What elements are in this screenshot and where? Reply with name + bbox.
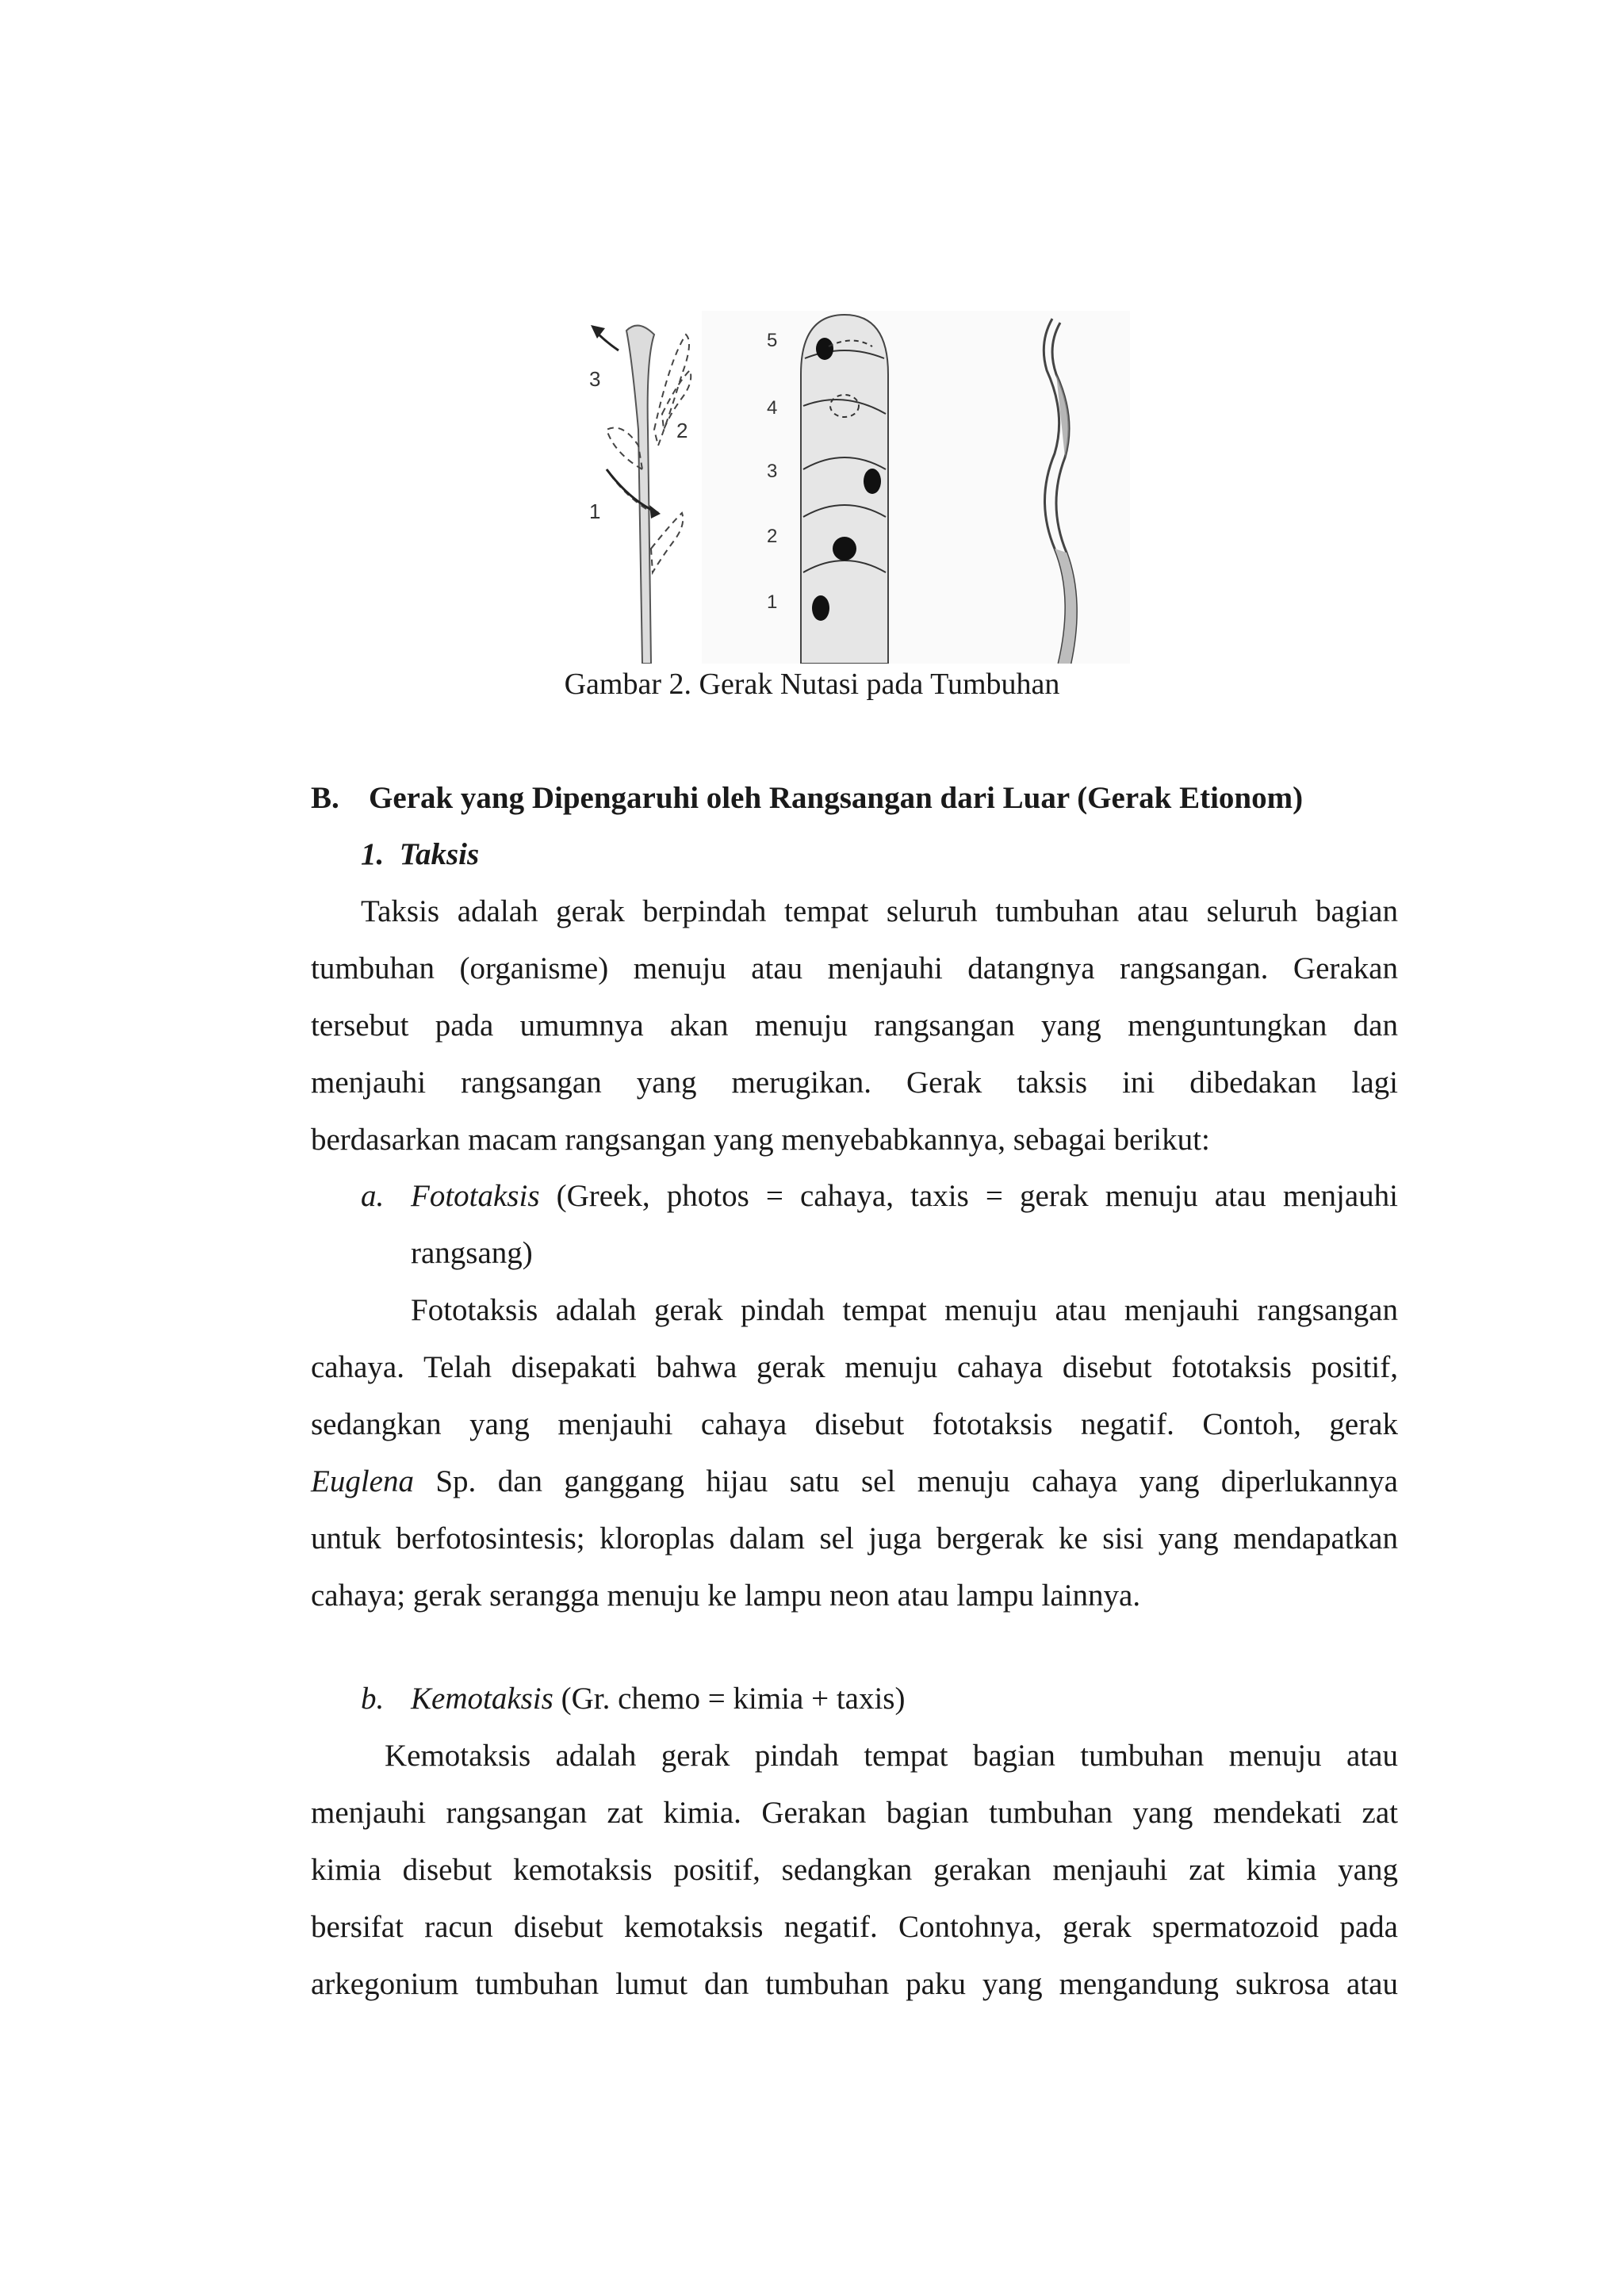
paragraph-line: tumbuhan (organisme) menuju atau menjauhi datangnya rangsangan. Gerakan	[311, 951, 1398, 985]
paragraph-line: Taksis adalah gerak berpindah tempat seluruh tumbuhan atau seluruh bagian	[361, 894, 1398, 928]
species-name: Euglena	[311, 1464, 414, 1498]
term-definition: (Greek, photos = cahaya, taxis = gerak menuju atau menjauhi	[539, 1179, 1398, 1213]
paragraph-line: sedangkan yang menjauhi cahaya disebut fototaksis negatif. Contoh, gerak	[311, 1407, 1398, 1441]
paragraph-line: cahaya; gerak serangga menuju ke lampu neon atau lampu lainnya.	[311, 1578, 1141, 1613]
paragraph-line: arkegonium tumbuhan lumut dan tumbuhan paku yang mengandung sukrosa atau	[311, 1967, 1398, 2001]
nutation-figure	[583, 311, 1130, 664]
paragraph-line: Fototaksis adalah gerak pindah tempat menuju atau menjauhi rangsangan	[411, 1293, 1398, 1327]
paragraph-line	[311, 1462, 1398, 1502]
subsection-number: 1.	[361, 837, 385, 871]
middle-label-4: 4	[767, 397, 778, 419]
paragraph-line: menjauhi rangsangan zat kimia. Gerakan bagian tumbuhan yang mendekati zat	[311, 1796, 1398, 1830]
subsection-heading	[361, 835, 479, 874]
left-label-3: 3	[589, 367, 601, 391]
paragraph-line: kimia disebut kemotaksis positif, sedangkan gerakan menjauhi zat kimia yang	[311, 1853, 1398, 1887]
subsection-title: Taksis	[399, 837, 480, 871]
paragraph-line: cahaya. Telah disepakati bahwa gerak menuju cahaya disebut fototaksis positif,	[311, 1350, 1398, 1384]
middle-label-5: 5	[767, 330, 778, 351]
list-item-heading-b	[411, 1679, 905, 1719]
list-letter-a: a.	[361, 1179, 385, 1213]
list-letter-b: b.	[361, 1682, 385, 1716]
left-label-1: 1	[589, 499, 601, 523]
term-definition: (Gr. chemo = kimia + taxis)	[553, 1682, 906, 1716]
paragraph-line: Kemotaksis adalah gerak pindah tempat bagian tumbuhan menuju atau	[385, 1739, 1398, 1773]
nutation-illustration	[583, 311, 1130, 664]
middle-label-2: 2	[767, 526, 778, 547]
paragraph-line: bersifat racun disebut kemotaksis negatif. Contohnya, gerak spermatozoid pada	[311, 1910, 1398, 1944]
figure-caption: Gambar 2. Gerak Nutasi pada Tumbuhan	[564, 668, 1060, 701]
paragraph-line: untuk berfotosintesis; kloroplas dalam sel juga bergerak ke sisi yang mendapatkan	[311, 1521, 1398, 1556]
middle-label-1: 1	[767, 591, 778, 613]
left-label-2: 2	[676, 419, 688, 442]
middle-panel-shoot-tip	[801, 315, 888, 664]
section-title: Gerak yang Dipengaruhi oleh Rangsangan dari Luar (Gerak Etionom)	[369, 781, 1304, 815]
paragraph-text: Sp. dan ganggang hijau satu sel menuju cahaya yang diperlukannya	[413, 1464, 1398, 1498]
term-kemotaksis: Kemotaksis	[411, 1682, 553, 1716]
paragraph-line: berdasarkan macam rangsangan yang menyebabkannya, sebagai berikut:	[311, 1123, 1210, 1157]
term-fototaksis: Fototaksis	[411, 1179, 540, 1213]
paragraph-line: menjauhi rangsangan yang merugikan. Gerak taksis ini dibedakan lagi	[311, 1066, 1398, 1100]
section-letter: B.	[311, 781, 339, 815]
middle-label-3: 3	[767, 461, 778, 482]
paragraph-line: tersebut pada umumnya akan menuju rangsangan yang menguntungkan dan	[311, 1008, 1398, 1043]
list-item-heading-cont: rangsang)	[411, 1236, 533, 1270]
list-item-heading-a	[411, 1177, 1398, 1216]
